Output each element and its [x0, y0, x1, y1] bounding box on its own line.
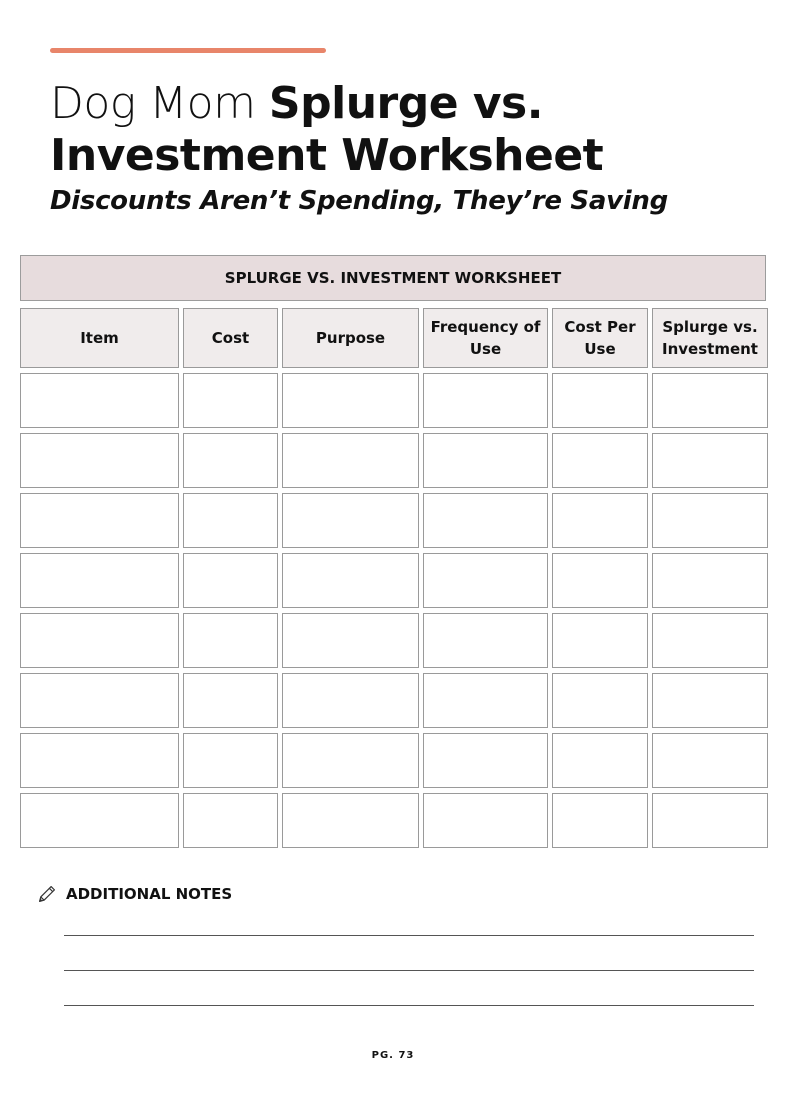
column-header-purpose: Purpose	[282, 308, 419, 368]
title-light-part: Dog Mom	[50, 78, 269, 129]
column-header-cost-per-use: Cost Per Use	[552, 308, 648, 368]
table-cell-splurge-vs-investment[interactable]	[652, 553, 768, 608]
pencil-icon	[36, 883, 58, 905]
note-line[interactable]	[64, 970, 754, 971]
table-cell-item[interactable]	[20, 613, 179, 668]
table-cell-splurge-vs-investment[interactable]	[652, 613, 768, 668]
table-cell-splurge-vs-investment[interactable]	[652, 493, 768, 548]
table-cell-splurge-vs-investment[interactable]	[652, 733, 768, 788]
table-cell-item[interactable]	[20, 433, 179, 488]
table-cell-cost-per-use[interactable]	[552, 373, 648, 428]
page-subtitle: Discounts Aren’t Spending, They’re Saving	[50, 186, 668, 216]
table-cell-cost[interactable]	[183, 673, 278, 728]
table-cell-cost[interactable]	[183, 613, 278, 668]
table-cell-item[interactable]	[20, 733, 179, 788]
table-cell-cost-per-use[interactable]	[552, 433, 648, 488]
table-cell-purpose[interactable]	[282, 673, 419, 728]
table-cell-frequency-of-use[interactable]	[423, 613, 548, 668]
table-cell-frequency-of-use[interactable]	[423, 373, 548, 428]
table-cell-frequency-of-use[interactable]	[423, 493, 548, 548]
table-cell-purpose[interactable]	[282, 373, 419, 428]
table-cell-cost-per-use[interactable]	[552, 673, 648, 728]
column-header-splurge-vs-investment: Splurge vs. Investment	[652, 308, 768, 368]
table-cell-splurge-vs-investment[interactable]	[652, 373, 768, 428]
table-cell-purpose[interactable]	[282, 553, 419, 608]
table-cell-cost[interactable]	[183, 433, 278, 488]
table-cell-frequency-of-use[interactable]	[423, 733, 548, 788]
column-header-cost: Cost	[183, 308, 278, 368]
table-cell-item[interactable]	[20, 793, 179, 848]
page-title	[50, 78, 750, 182]
additional-notes-label: ADDITIONAL NOTES	[66, 885, 233, 903]
table-cell-purpose[interactable]	[282, 793, 419, 848]
table-cell-cost-per-use[interactable]	[552, 793, 648, 848]
table-cell-cost-per-use[interactable]	[552, 733, 648, 788]
table-cell-frequency-of-use[interactable]	[423, 673, 548, 728]
column-header-item: Item	[20, 308, 179, 368]
table-cell-item[interactable]	[20, 673, 179, 728]
accent-bar	[50, 48, 326, 53]
table-cell-splurge-vs-investment[interactable]	[652, 673, 768, 728]
table-cell-cost[interactable]	[183, 793, 278, 848]
table-cell-purpose[interactable]	[282, 493, 419, 548]
note-line[interactable]	[64, 1005, 754, 1006]
column-header-frequency-of-use: Frequency of Use	[423, 308, 548, 368]
table-cell-cost[interactable]	[183, 493, 278, 548]
table-cell-cost[interactable]	[183, 553, 278, 608]
table-cell-cost[interactable]	[183, 733, 278, 788]
table-cell-frequency-of-use[interactable]	[423, 553, 548, 608]
table-cell-cost[interactable]	[183, 373, 278, 428]
table-cell-splurge-vs-investment[interactable]	[652, 793, 768, 848]
table-cell-cost-per-use[interactable]	[552, 493, 648, 548]
page-number: PG. 73	[371, 1050, 415, 1061]
table-cell-frequency-of-use[interactable]	[423, 433, 548, 488]
title-bold-part-2: Investment Worksheet	[50, 130, 604, 181]
table-cell-item[interactable]	[20, 373, 179, 428]
title-bold-part-1: Splurge vs.	[268, 78, 543, 129]
note-line[interactable]	[64, 935, 754, 936]
table-cell-item[interactable]	[20, 553, 179, 608]
worksheet-header: SPLURGE VS. INVESTMENT WORKSHEET	[20, 255, 766, 301]
table-cell-purpose[interactable]	[282, 613, 419, 668]
table-cell-cost-per-use[interactable]	[552, 613, 648, 668]
table-cell-frequency-of-use[interactable]	[423, 793, 548, 848]
table-cell-purpose[interactable]	[282, 433, 419, 488]
table-cell-splurge-vs-investment[interactable]	[652, 433, 768, 488]
table-cell-cost-per-use[interactable]	[552, 553, 648, 608]
table-cell-item[interactable]	[20, 493, 179, 548]
table-cell-purpose[interactable]	[282, 733, 419, 788]
